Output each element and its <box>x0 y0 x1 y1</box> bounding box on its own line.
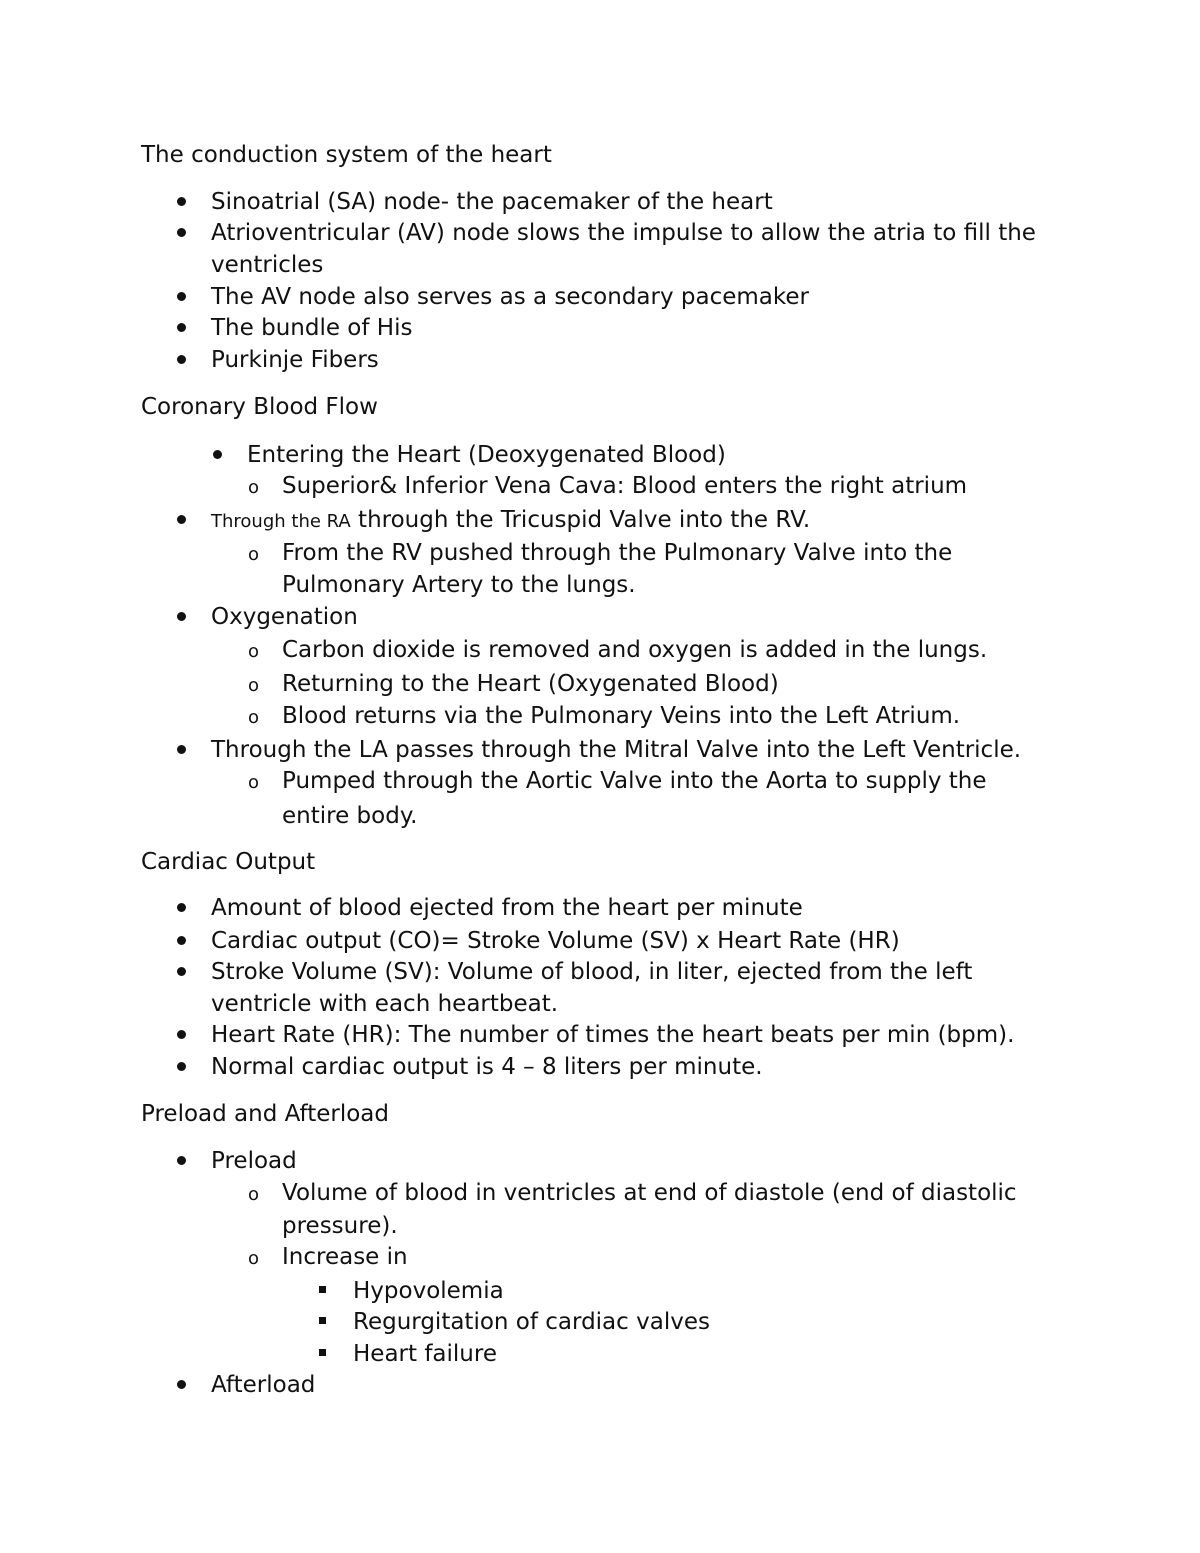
bullet-dot-icon <box>177 936 186 945</box>
bullet-circle-icon: o <box>248 544 260 565</box>
list-item-continuation: ventricles <box>211 252 324 278</box>
list-item: From the RV pushed through the Pulmonary Valve into the <box>282 540 953 566</box>
list-item: Purkinje Fibers <box>211 347 379 373</box>
bullet-circle-icon: o <box>248 707 260 728</box>
list-item: Preload <box>211 1148 297 1174</box>
list-item: Superior& Inferior Vena Cava: Blood enters the right atrium <box>282 473 968 499</box>
bullet-dot-icon <box>177 515 186 524</box>
bullet-dot-icon <box>177 197 186 206</box>
list-item-continuation: entire body. <box>282 803 418 829</box>
bullet-dot-icon <box>177 967 186 976</box>
bullet-circle-icon: o <box>248 477 260 498</box>
list-item: Afterload <box>211 1372 316 1398</box>
list-item: Returning to the Heart (Oxygenated Blood) <box>282 671 779 697</box>
bullet-dot-icon <box>177 323 186 332</box>
list-item: Through the LA passes through the Mitral Valve into the Left Ventricle. <box>211 737 1022 763</box>
list-item: Oxygenation <box>211 604 358 630</box>
list-item: Heart Rate (HR): The number of times the heart beats per min (bpm). <box>211 1022 1015 1048</box>
list-item-continuation: pressure). <box>282 1213 398 1239</box>
bullet-dot-icon <box>177 1380 186 1389</box>
list-item: Stroke Volume (SV): Volume of blood, in liter, ejected from the left <box>211 959 973 985</box>
list-item: Normal cardiac output is 4 – 8 liters per minute. <box>211 1054 763 1080</box>
bullet-circle-icon: o <box>248 675 260 696</box>
bullet-dot-icon <box>213 450 222 459</box>
list-item <box>211 506 810 536</box>
bullet-dot-icon <box>177 612 186 621</box>
bullet-square-icon <box>319 1349 326 1356</box>
bullet-circle-icon: o <box>248 641 260 662</box>
section-heading: Preload and Afterload <box>141 1101 390 1127</box>
bullet-square-icon <box>319 1286 326 1293</box>
section-heading: The conduction system of the heart <box>141 142 552 168</box>
section-heading: Coronary Blood Flow <box>141 394 378 420</box>
bullet-circle-icon: o <box>248 1248 260 1269</box>
bullet-dot-icon <box>177 745 186 754</box>
list-item: Regurgitation of cardiac valves <box>353 1309 710 1335</box>
bullet-dot-icon <box>177 1030 186 1039</box>
list-item-continuation: Pulmonary Artery to the lungs. <box>282 572 636 598</box>
list-item: Blood returns via the Pulmonary Veins into the Left Atrium. <box>282 703 961 729</box>
list-item: Atrioventricular (AV) node slows the impulse to allow the atria to fill the <box>211 220 1036 246</box>
list-item-run: Through the RA <box>211 511 351 532</box>
list-item: The bundle of His <box>211 315 413 341</box>
list-item: The AV node also serves as a secondary pacemaker <box>211 284 809 310</box>
bullet-circle-icon: o <box>248 1184 260 1205</box>
list-item: Hypovolemia <box>353 1278 504 1304</box>
bullet-dot-icon <box>177 292 186 301</box>
list-item-continuation: ventricle with each heartbeat. <box>211 991 559 1017</box>
bullet-dot-icon <box>177 355 186 364</box>
bullet-dot-icon <box>177 1062 186 1071</box>
list-item-run: through the Tricuspid Valve into the RV. <box>350 507 811 533</box>
list-item: Increase in <box>282 1244 408 1270</box>
list-item: Heart failure <box>353 1341 497 1367</box>
list-item: Sinoatrial (SA) node- the pacemaker of the heart <box>211 189 773 215</box>
bullet-circle-icon: o <box>248 772 260 793</box>
list-item: Entering the Heart (Deoxygenated Blood) <box>247 442 726 468</box>
section-heading: Cardiac Output <box>141 849 316 875</box>
list-item: Pumped through the Aortic Valve into the Aorta to supply the <box>282 768 987 794</box>
list-item: Volume of blood in ventricles at end of diastole (end of diastolic <box>282 1180 1017 1206</box>
bullet-square-icon <box>319 1317 326 1324</box>
bullet-dot-icon <box>177 228 186 237</box>
list-item: Cardiac output (CO)= Stroke Volume (SV) x Heart Rate (HR) <box>211 928 900 954</box>
bullet-dot-icon <box>177 903 186 912</box>
list-item: Amount of blood ejected from the heart per minute <box>211 895 803 921</box>
list-item: Carbon dioxide is removed and oxygen is added in the lungs. <box>282 637 988 663</box>
bullet-dot-icon <box>177 1156 186 1165</box>
